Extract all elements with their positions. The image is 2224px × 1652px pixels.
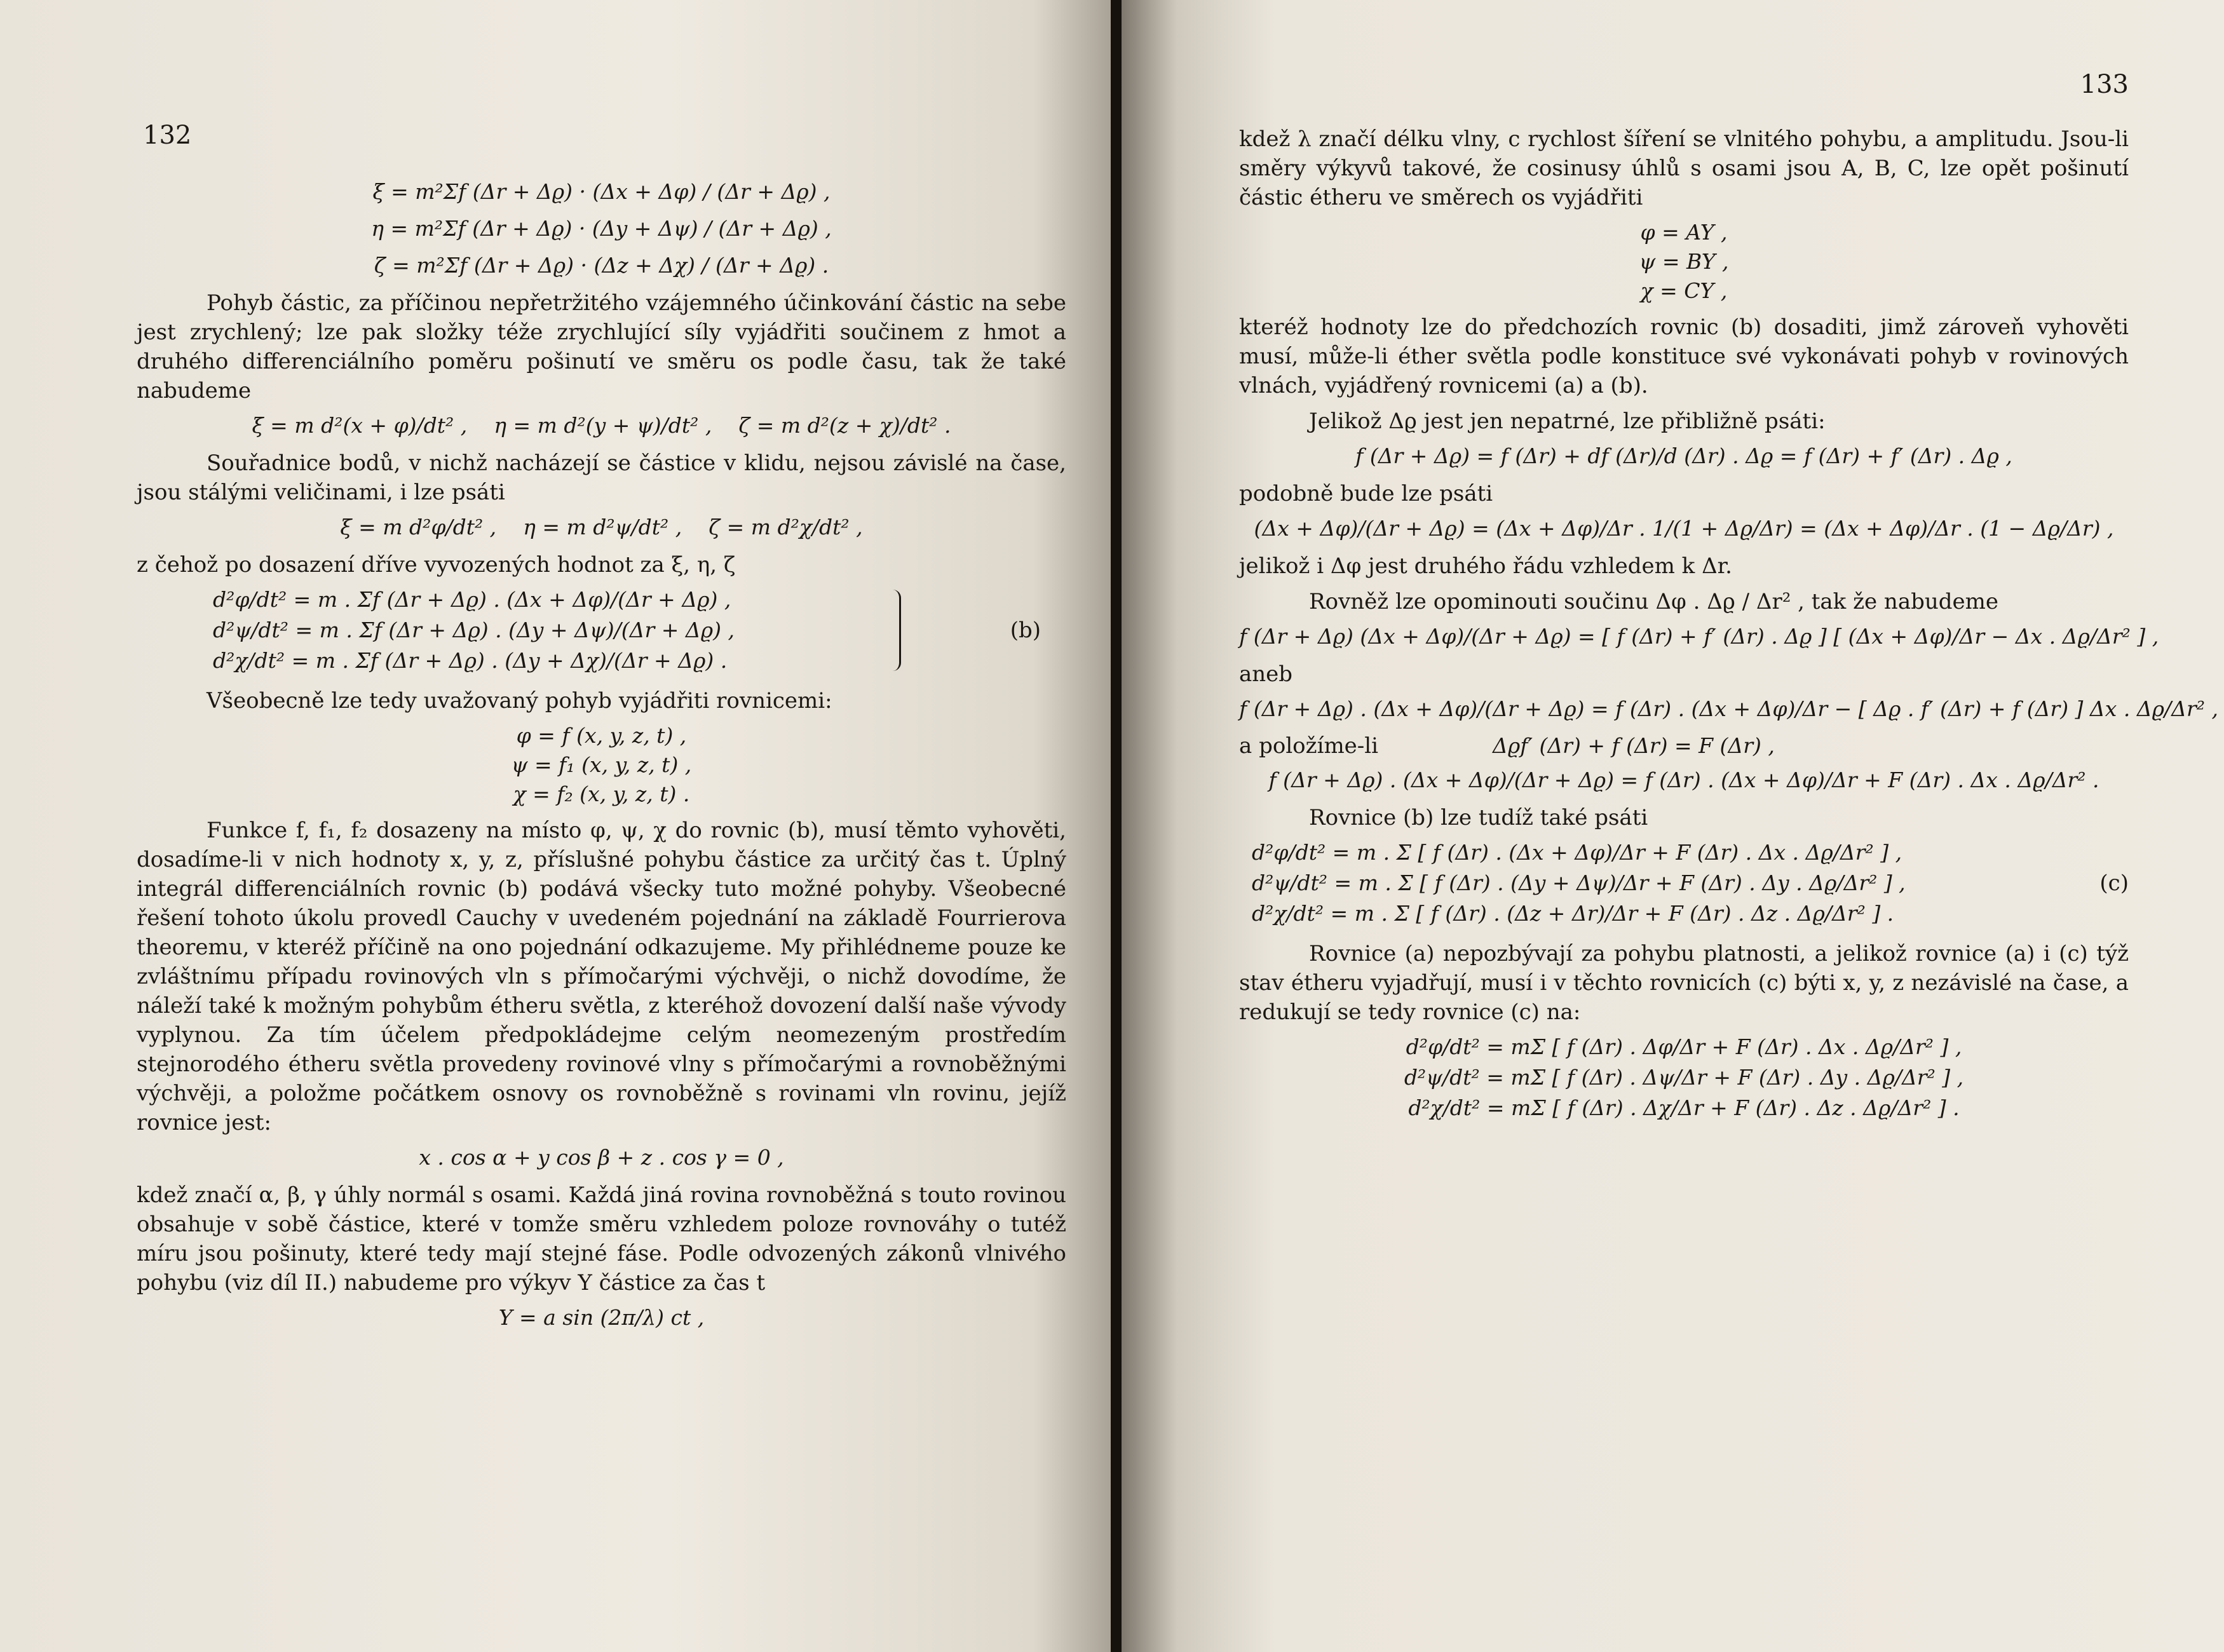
paragraph: kteréž hodnoty lze do předchozích rovnic (b) dosaditi, jimž zároveň vyhověti musí, může-li éther světla podle konstituce své vykonávati pohyb v rovinových vlnách, vyjádřený rovnicemi (a) a (b). bbox=[1239, 315, 2129, 398]
equation-label-b: (b) bbox=[1010, 618, 1041, 643]
equation-c2: d²ψ/dt² = m . Σ [ f (Δr) . (Δy + Δψ)/Δr + F (Δr) . Δy . Δϱ/Δr² ] , bbox=[1252, 870, 1906, 895]
equation-d1: d²φ/dt² = mΣ [ f (Δr) . Δφ/Δr + F (Δr) . Δx . Δϱ/Δr² ] , bbox=[1406, 1034, 1962, 1059]
left-page bbox=[0, 0, 1111, 1652]
equation-product: f (Δr + Δϱ) (Δx + Δφ)/(Δr + Δϱ) = [ f (Δr) + f′ (Δr) . Δϱ ] [ (Δx + Δφ)/Δr − Δx . Δϱ/Δr² ] , bbox=[1239, 624, 2159, 649]
paragraph: Pohyb částic, za příčinou nepřetržitého vzájemného účinkování částic na sebe jest zrychlený; lze pak složky téže zrychlující síly vyjádřiti součinem z hmot a druhého differenciálního poměru pošinutí ve směru os podle času, tak že také nabudeme bbox=[137, 290, 1066, 403]
equation-zeta: ζ = m²Σf (Δr + Δϱ) · (Δz + Δχ) / (Δr + Δϱ) . bbox=[374, 253, 829, 278]
substitution-line bbox=[1239, 732, 2129, 760]
equation-c1: d²φ/dt² = m . Σ [ f (Δr) . (Δx + Δφ)/Δr + F (Δr) . Δx . Δϱ/Δr² ] , bbox=[1252, 840, 1902, 865]
paragraph: a položíme-li bbox=[1239, 733, 1379, 759]
page-number-left: 132 bbox=[143, 121, 192, 150]
equation-a2: ψ = f₁ (x, y, z, t) , bbox=[511, 752, 692, 777]
paragraph: Souřadnice bodů, v nichž nacházejí se částice v klidu, nejsou závislé na čase, jsou stálými veličinami, i lze psáti bbox=[137, 450, 1066, 505]
equation-b2: d²ψ/dt² = m . Σf (Δr + Δϱ) . (Δy + Δψ)/(Δr + Δϱ) , bbox=[213, 618, 735, 642]
equation-constant: ξ = m d²φ/dt² , η = m d²ψ/dt² , ζ = m d²χ/dt² , bbox=[340, 515, 863, 539]
equation-d2: d²ψ/dt² = mΣ [ f (Δr) . Δψ/Δr + F (Δr) . Δy . Δϱ/Δr² ] , bbox=[1404, 1065, 1964, 1090]
equation-chi: χ = CY , bbox=[1640, 278, 1728, 303]
equation-group-b bbox=[137, 586, 1066, 675]
paragraph: podobně bude lze psáti bbox=[1239, 481, 1493, 506]
equation-d3: d²χ/dt² = mΣ [ f (Δr) . Δχ/Δr + F (Δr) . Δz . Δϱ/Δr² ] . bbox=[1408, 1095, 1960, 1120]
paragraph: Jelikož Δϱ jest jen nepatrné, lze přibližně psáti: bbox=[1309, 409, 1826, 434]
paragraph: jelikož i Δφ jest druhého řádu vzhledem k Δr. bbox=[1239, 553, 1732, 579]
equation-eta: η = m²Σf (Δr + Δϱ) · (Δy + Δψ) / (Δr + Δϱ) , bbox=[371, 216, 832, 241]
equation-psi: ψ = BY , bbox=[1639, 249, 1729, 274]
equation-F: Δϱf′ (Δr) + f (Δr) = F (Δr) , bbox=[1493, 733, 1775, 758]
paragraph: Rovnice (b) lze tudíž také psáti bbox=[1309, 805, 1648, 830]
equation-taylor: f (Δr + Δϱ) = f (Δr) + df (Δr)/d (Δr) . Δϱ = f (Δr) + f′ (Δr) . Δϱ , bbox=[1355, 443, 2012, 468]
paragraph: kdež značí α, β, γ úhly normál s osami. Každá jiná rovina rovnoběžná s touto rovinou obsahuje v sobě částice, které v tomže směru vzhledem poloze rovnováhy o tutéž míru jsou pošinuty, které tedy mají stejné fáse. Podle odvozených zákonů vlnivého pohybu (viz díl II.) nabudeme pro výkyv Y částice za čas t bbox=[137, 1182, 1066, 1296]
equation-phi: φ = AY , bbox=[1640, 220, 1728, 245]
brace bbox=[893, 590, 901, 671]
equation-b1: d²φ/dt² = m . Σf (Δr + Δϱ) . (Δx + Δφ)/(Δr + Δϱ) , bbox=[213, 587, 731, 612]
equation-xi: ξ = m²Σf (Δr + Δϱ) · (Δx + Δφ) / (Δr + Δϱ) , bbox=[372, 179, 831, 204]
right-page bbox=[1122, 0, 2224, 1652]
equation-ratio: (Δx + Δφ)/(Δr + Δϱ) = (Δx + Δφ)/Δr . 1/(1 + Δϱ/Δr) = (Δx + Δφ)/Δr . (1 − Δϱ/Δr) , bbox=[1254, 516, 2114, 541]
paragraph: Všeobecně lze tedy uvažovaný pohyb vyjádřiti rovnicemi: bbox=[207, 688, 832, 714]
equation-Y: Y = a sin (2π/λ) ct , bbox=[498, 1305, 705, 1330]
equation-plane: x . cos α + y cos β + z . cos γ = 0 , bbox=[419, 1145, 784, 1170]
equation-group-c bbox=[1239, 839, 2129, 928]
paragraph: Rovnice (a) nepozbývají za pohybu platnosti, a jelikož rovnice (a) i (c) týž stav étheru vyjadřují, musí i v těchto rovnicích (c) býti x, y, z nezávislé na čase, a redukují se tedy rovnice (c) na: bbox=[1239, 941, 2129, 1025]
equation-a3: χ = f₂ (x, y, z, t) . bbox=[513, 782, 690, 806]
equation-a1: φ = f (x, y, z, t) , bbox=[516, 723, 687, 748]
paragraph: kdež λ značí délku vlny, c rychlost šíření se vlnitého pohybu, a amplitudu. Jsou-li směry výkyvů takové, že cosinusy úhlů s osami jsou A, B, C, lze opět pošinutí částic étheru ve směrech os vyjádřiti bbox=[1239, 126, 2129, 210]
equation-c3: d²χ/dt² = m . Σ [ f (Δr) . (Δz + Δr)/Δr + F (Δr) . Δz . Δϱ/Δr² ] . bbox=[1252, 901, 1894, 926]
page-number-right: 133 bbox=[2080, 70, 2129, 99]
equation-final: f (Δr + Δϱ) . (Δx + Δφ)/(Δr + Δϱ) = f (Δr) . (Δx + Δφ)/Δr + F (Δr) . Δx . Δϱ/Δr² . bbox=[1268, 768, 2099, 792]
equation-label-c: (c) bbox=[2099, 870, 2129, 896]
paragraph: Rovněž lze opominouti součinu Δφ . Δϱ / Δr² , tak že nabudeme bbox=[1309, 589, 1999, 614]
paragraph: aneb bbox=[1239, 661, 1293, 687]
equation-aneb: f (Δr + Δϱ) . (Δx + Δφ)/(Δr + Δϱ) = f (Δr) . (Δx + Δφ)/Δr − [ Δϱ . f′ (Δr) + f (Δr) ] Δx . Δϱ/Δr² , bbox=[1239, 696, 2218, 721]
paragraph: z čehož po dosazení dříve vyvozených hodnot za ξ, η, ζ bbox=[137, 552, 736, 578]
equation-second-differential: ξ = m d²(x + φ)/dt² , η = m d²(y + ψ)/dt² , ζ = m d²(z + χ)/dt² . bbox=[252, 413, 951, 438]
book-gutter bbox=[1111, 0, 1122, 1652]
equation-b3: d²χ/dt² = m . Σf (Δr + Δϱ) . (Δy + Δχ)/(Δr + Δϱ) . bbox=[213, 648, 728, 673]
paragraph: Funkce f, f₁, f₂ dosazeny na místo φ, ψ, χ do rovnic (b), musí těmto vyhověti, dosadíme-li v nich hodnoty x, y, z, příslušné pohybu částice za určitý čas t. Úplný integrál differenciálních rovnic (b) podává všecky tuto možné pohyby. Všeobecné řešení tohoto úkolu provedl Cauchy v uvedeném pojednání na základě Fourrierova theoremu, v kteréž příčině na ono pojednání odkazujeme. My přihlédneme pouze ke zvláštnímu případu rovinových vln s přímočarými výchvěji, o nichž dovodíme, že náleží také k možným pohybům étheru světla, z kteréhož dovození další naše vývody vyplynou. Za tím účelem předpokládejme celým neomezeným prostředím stejnorodého étheru světla provedeny rovinové vlny s přímočarými a rovnoběžnými výchvěji, a položme počátkem osnovy os rovnoběžně s rovinami vln rovinu, jejíž rovnice jest: bbox=[137, 818, 1066, 1135]
